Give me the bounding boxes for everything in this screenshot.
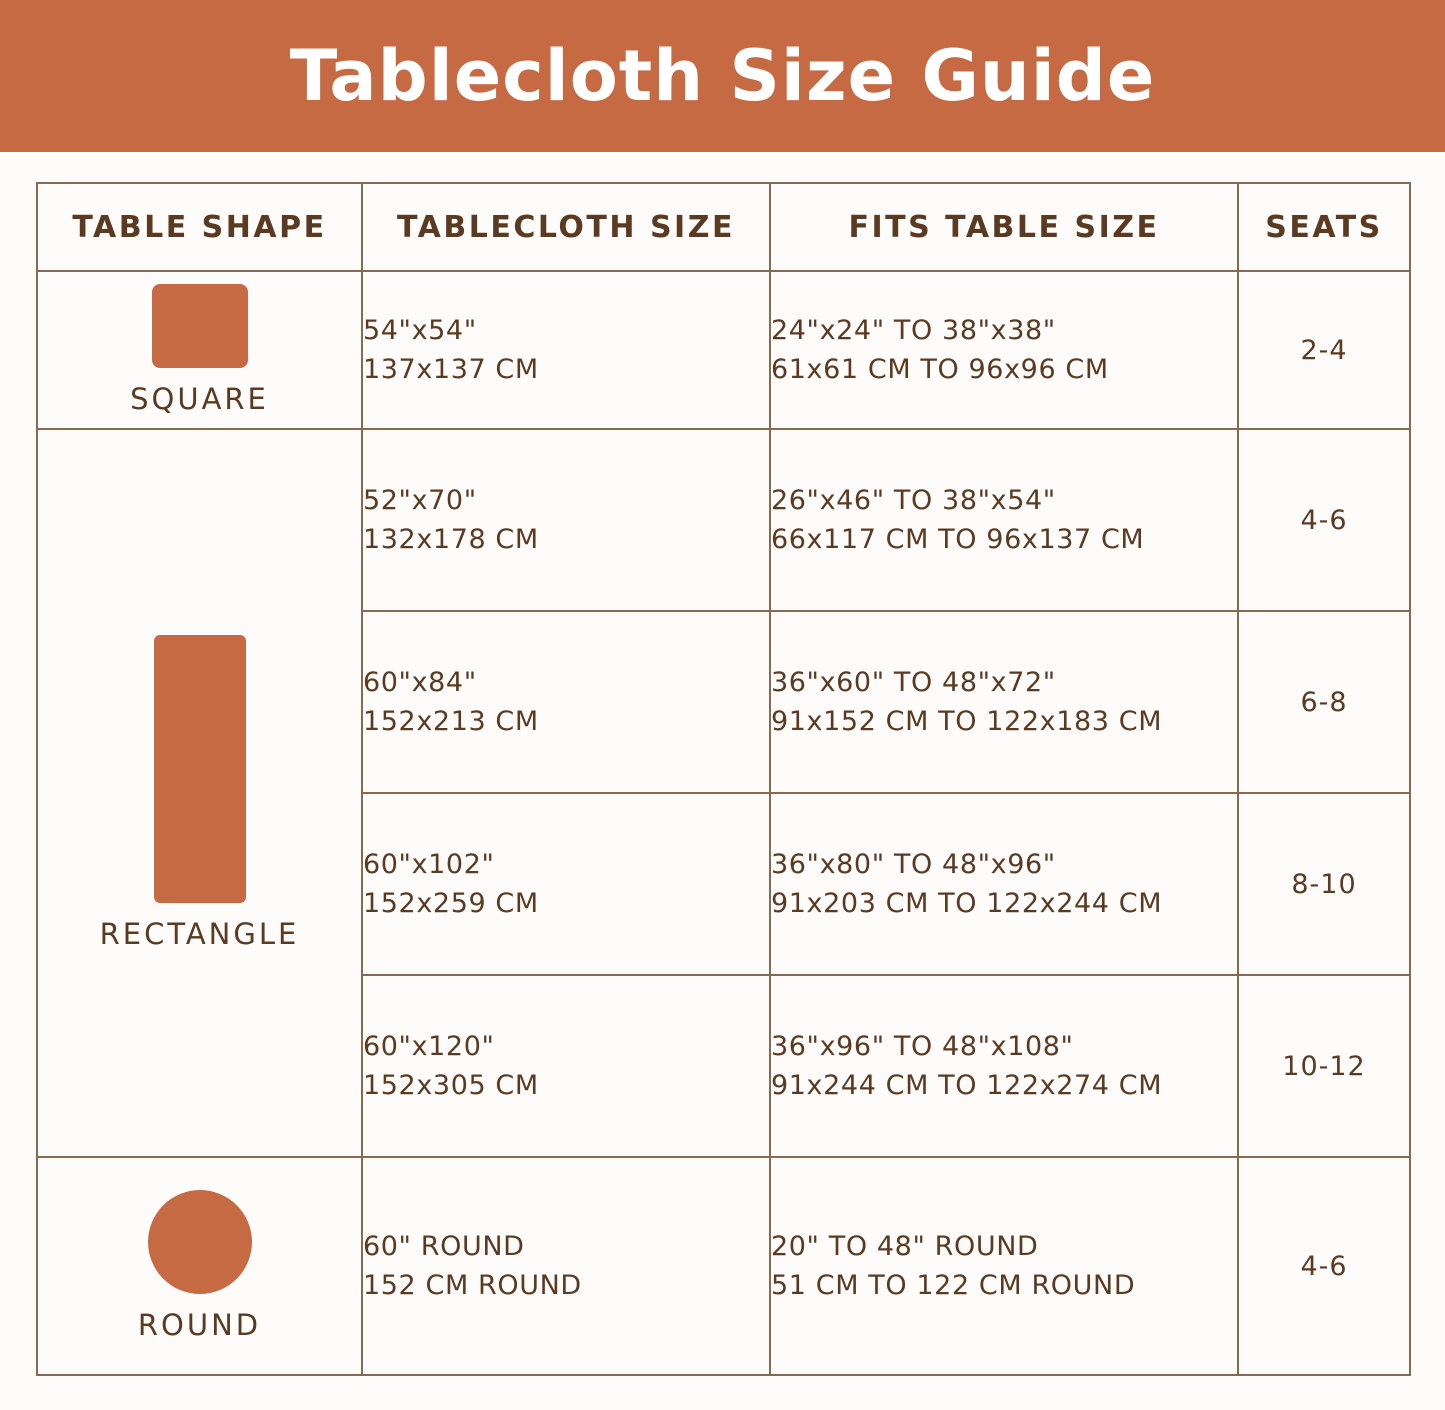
circle-swatch-icon [148, 1190, 252, 1294]
fits-size-cm: 66x117 CM TO 96x137 CM [771, 524, 1145, 555]
column-header-fits-table-size: FITS TABLE SIZE [770, 183, 1238, 271]
cloth-size-inches: 60"x84" [363, 666, 477, 698]
table-header [37, 183, 1410, 271]
cloth-size-cm: 132x178 CM [363, 524, 539, 555]
cloth-size-cm: 152 CM ROUND [363, 1270, 582, 1301]
fits-size-cell [770, 793, 1238, 975]
cloth-size-inches: 52"x70" [363, 484, 477, 516]
square-swatch-icon [152, 284, 248, 368]
seats-cell: 6-8 [1238, 611, 1410, 793]
shape-cell-square [37, 271, 362, 429]
cloth-size-cell [362, 271, 770, 429]
table-row [37, 271, 1410, 429]
cloth-size-cell [362, 429, 770, 611]
seats-cell: 8-10 [1238, 793, 1410, 975]
table-header-row [37, 183, 1410, 271]
fits-size-inches: 36"x60" TO 48"x72" [771, 666, 1056, 698]
fits-size-cell [770, 429, 1238, 611]
cloth-size-cm: 137x137 CM [363, 354, 539, 385]
column-header-tablecloth-size: TABLECLOTH SIZE [362, 183, 770, 271]
fits-size-cm: 61x61 CM TO 96x96 CM [771, 354, 1109, 385]
fits-size-cell [770, 271, 1238, 429]
cloth-size-cell [362, 1157, 770, 1375]
shape-label-round: ROUND [137, 1308, 262, 1342]
shape-label-rectangle: RECTANGLE [99, 917, 300, 951]
cloth-size-inches: 54"x54" [363, 314, 477, 346]
table-row [37, 429, 1410, 611]
fits-size-cell [770, 975, 1238, 1157]
fits-size-inches: 36"x96" TO 48"x108" [771, 1030, 1074, 1062]
tablecloth-size-table [36, 182, 1411, 1376]
fits-size-cm: 91x203 CM TO 122x244 CM [771, 888, 1163, 919]
table-row [37, 1157, 1410, 1375]
shape-cell-round [37, 1157, 362, 1375]
cloth-size-cm: 152x259 CM [363, 888, 539, 919]
fits-size-cm: 91x244 CM TO 122x274 CM [771, 1070, 1163, 1101]
page-title: Tablecloth Size Guide [289, 35, 1156, 117]
column-header-table-shape: TABLE SHAPE [37, 183, 362, 271]
column-header-seats: SEATS [1238, 183, 1410, 271]
cloth-size-cm: 152x213 CM [363, 706, 539, 737]
fits-size-inches: 36"x80" TO 48"x96" [771, 848, 1056, 880]
shape-label-square: SQUARE [130, 382, 269, 416]
seats-cell: 2-4 [1238, 271, 1410, 429]
fits-size-inches: 20" TO 48" ROUND [771, 1230, 1039, 1262]
cloth-size-inches: 60"x102" [363, 848, 495, 880]
shape-cell-rectangle [37, 429, 362, 1157]
fits-size-cell [770, 1157, 1238, 1375]
cloth-size-cell [362, 975, 770, 1157]
seats-cell: 4-6 [1238, 1157, 1410, 1375]
fits-size-inches: 24"x24" TO 38"x38" [771, 314, 1056, 346]
cloth-size-cm: 152x305 CM [363, 1070, 539, 1101]
size-guide-container [0, 152, 1445, 1376]
cloth-size-cell [362, 793, 770, 975]
seats-cell: 4-6 [1238, 429, 1410, 611]
fits-size-cm: 91x152 CM TO 122x183 CM [771, 706, 1163, 737]
cloth-size-inches: 60" ROUND [363, 1230, 525, 1262]
page-header [0, 0, 1445, 152]
fits-size-cm: 51 CM TO 122 CM ROUND [771, 1270, 1136, 1301]
cloth-size-inches: 60"x120" [363, 1030, 495, 1062]
fits-size-inches: 26"x46" TO 38"x54" [771, 484, 1056, 516]
cloth-size-cell [362, 611, 770, 793]
table-body [37, 271, 1410, 1375]
fits-size-cell [770, 611, 1238, 793]
rectangle-swatch-icon [154, 635, 246, 903]
seats-cell: 10-12 [1238, 975, 1410, 1157]
